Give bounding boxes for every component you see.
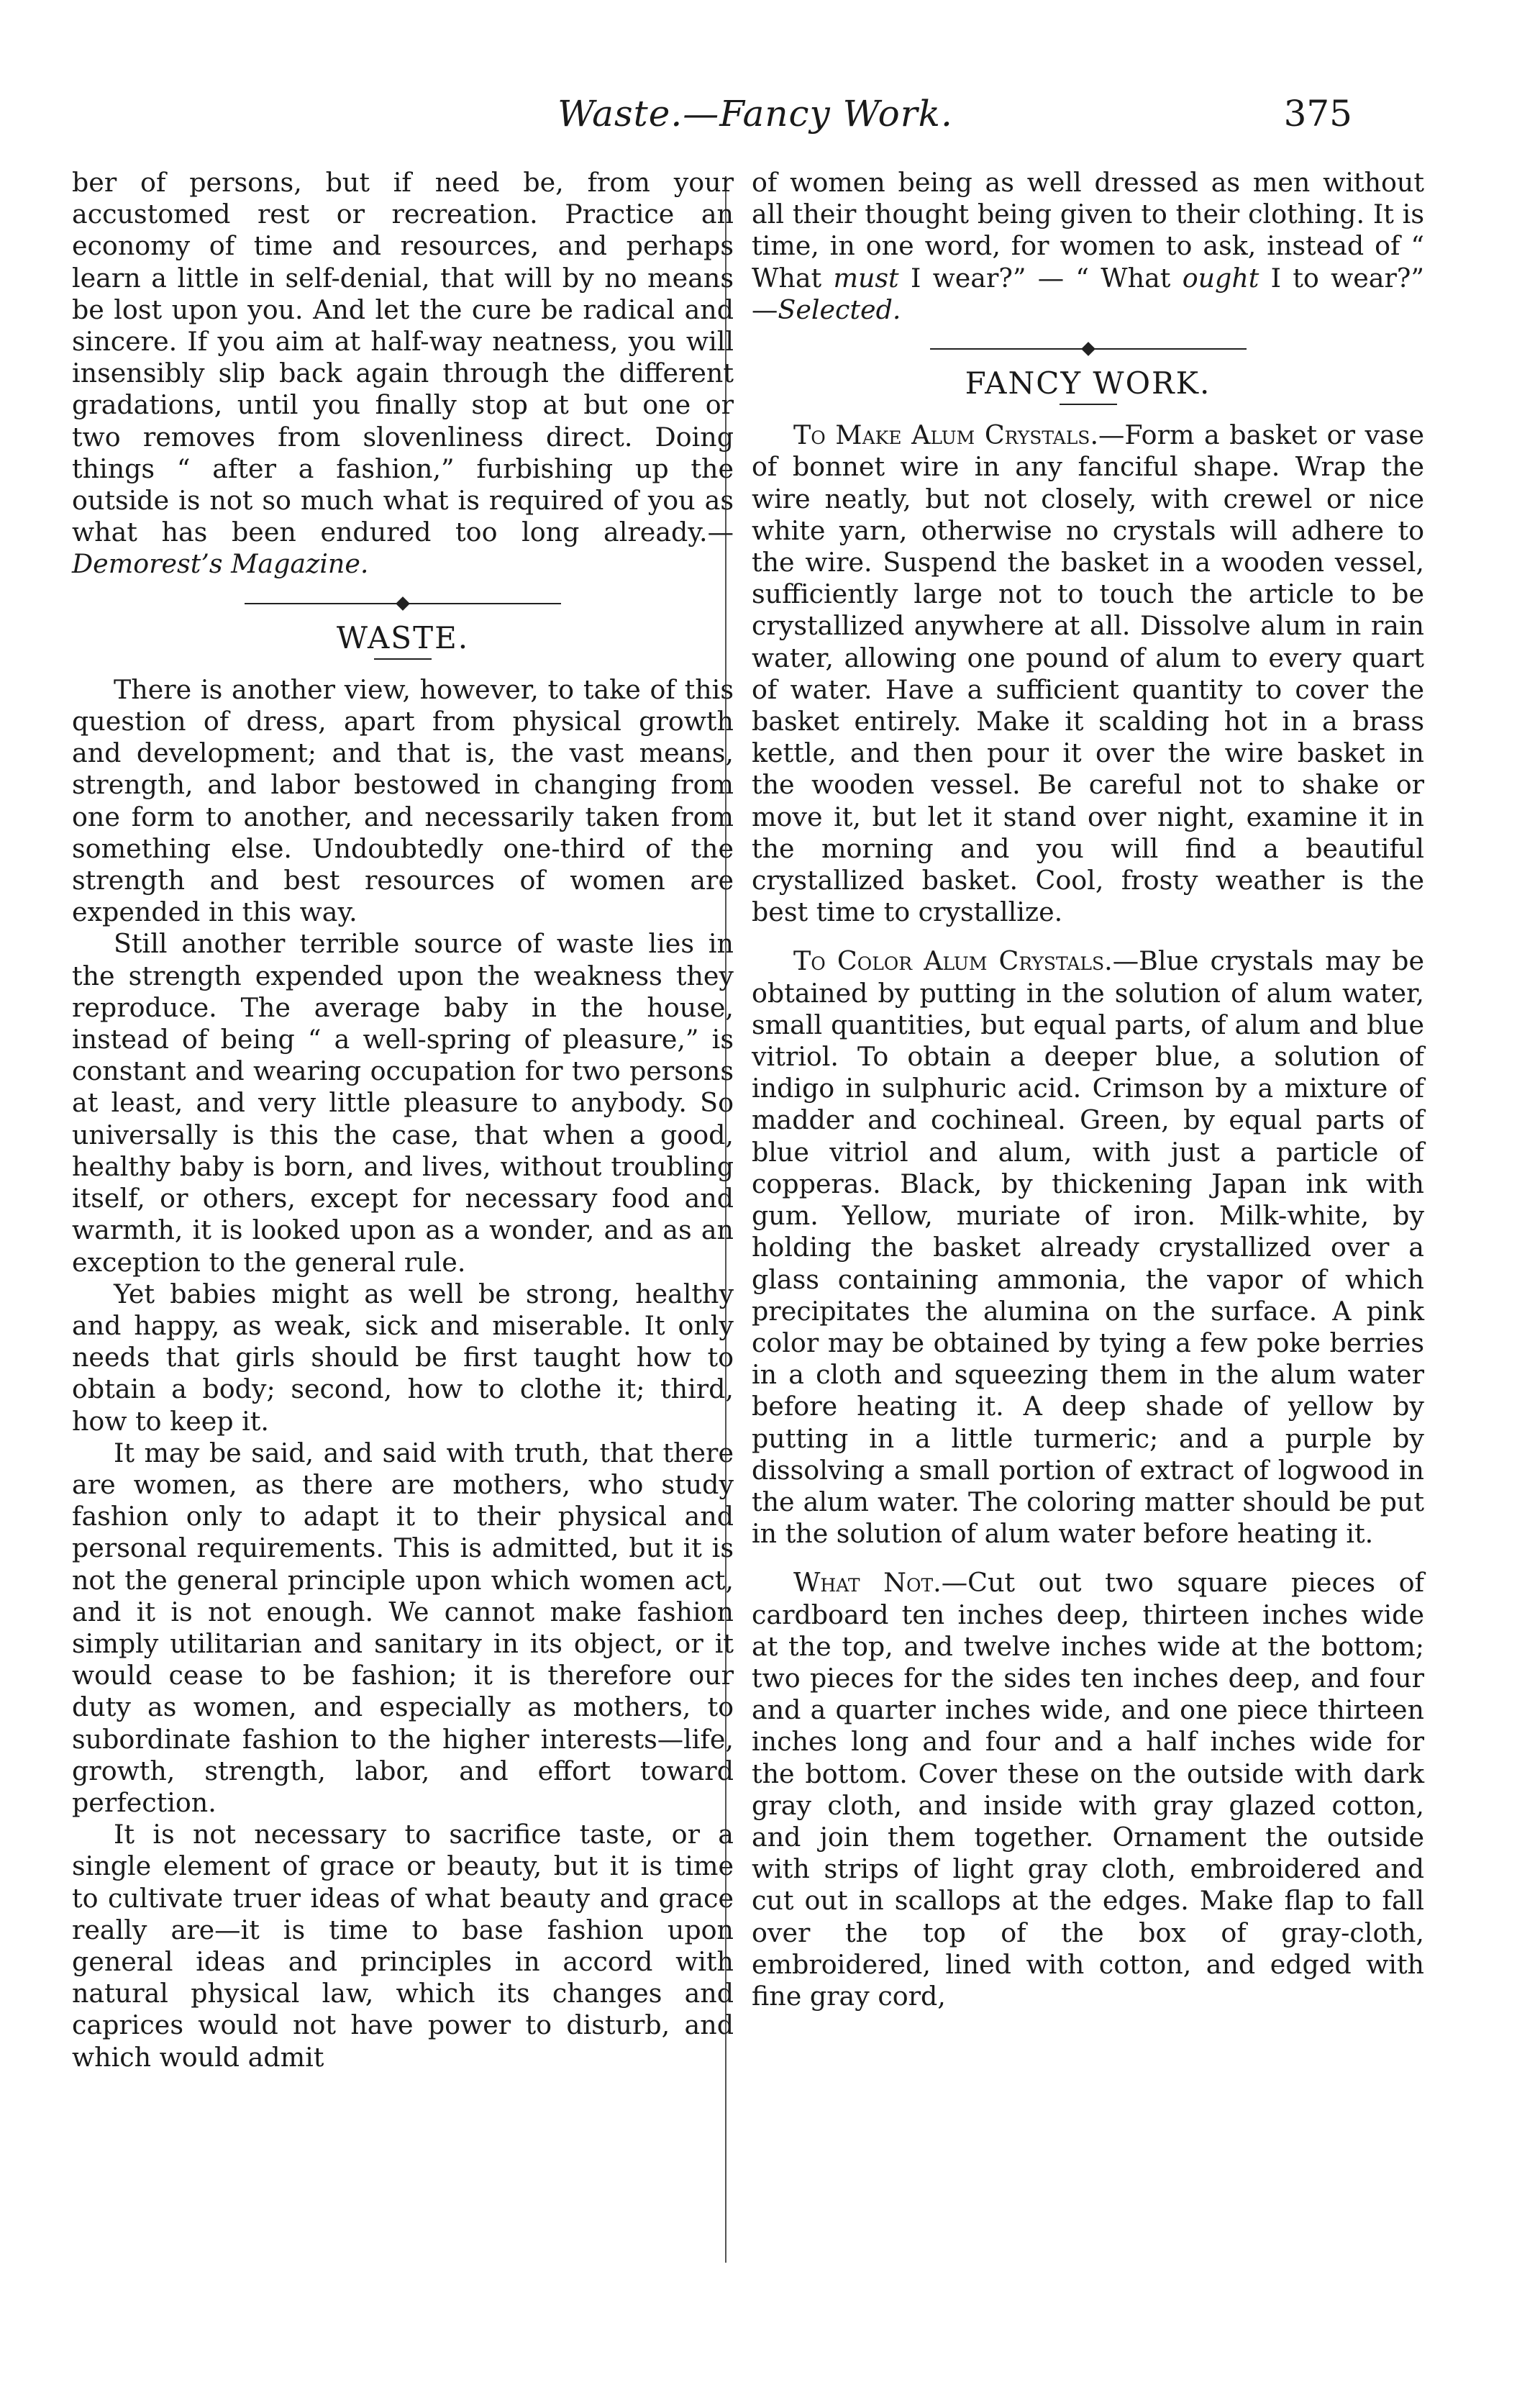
paragraph: Yet babies might as well be strong, healthy and happy, as weak, sick and miserable. It only needs that girls should be first taught how to obtain a body; second, how to clothe it; third, how to keep it.	[72, 1278, 734, 1437]
left-column	[72, 167, 734, 2073]
continuation-source: Selected.	[778, 294, 901, 325]
article-alum-crystals	[752, 419, 1424, 928]
diamond-ornament-icon	[396, 596, 410, 611]
section-heading-fancy-work: FANCY WORK.	[965, 365, 1211, 401]
running-head	[0, 83, 1517, 140]
heading-rule	[1060, 404, 1117, 405]
article-what-not	[752, 1567, 1424, 2012]
article-text: —Form a basket or vase of bonnet wire in any fanciful shape. Wrap the wire neatly, but not closely, with crewel or nice white yarn, otherwise no crystals will adhere to the wire. Suspend the basket in a wooden vessel, sufficiently large not to touch the article to be crystallized anywhere at all. Dissolve alum in rain water, allowing one pound of alum to every quart of water. Have a sufficient quantity to cover the basket entirely. Make it scalding hot in a brass kettle, and then pour it over the wire basket in the wooden vessel. Be careful not to shake or move it, but let it stand over night, examine it in the morning and you will find a beautiful crystallized basket. Cool, frosty weather is the best time to crystallize.	[752, 419, 1424, 928]
paragraph: There is another view, however, to take of this question of dress, apart from physical growth and development; and that is, the vast means, strength, and labor bestowed in changing from one form to another, and necessarily taken from something else. Undoubtedly one-third of the strength and best resources of women are expended in this way.	[72, 673, 734, 928]
paragraph: It may be said, and said with truth, that there are women, as there are mothers, who study fashion only to adapt it to their physical and personal requirements. This is admitted, but it is not the general principle upon which women act, and it is not enough. We cannot make fashion simply utilitarian and sanitary in its object, or it would cease to be fashion; it is therefore our duty as women, and especially as mothers, to subordinate fashion to the higher interests—life, growth, strength, labor, and effort toward perfection.	[72, 1437, 734, 1818]
section-divider-ornament	[930, 340, 1247, 358]
article-color-alum-crystals	[752, 945, 1424, 1550]
continuation-source: Demorest’s Magazine.	[72, 548, 369, 580]
diamond-ornament-icon	[1081, 342, 1095, 356]
paragraph: It is not necessary to sacrifice taste, or a single element of grace or beauty, but it is time to cultivate truer ideas of what beauty and grace really are—it is time to base fashion upon general ideas and principles in accord with natural physical law, which its changes and caprices would not have power to disturb, and which would admit	[72, 1819, 734, 2073]
section-divider-ornament	[245, 595, 561, 612]
article-text: —Cut out two square pieces of cardboard ten inches deep, thirteen inches wide at the top, and twelve inches wide at the bottom; two pieces for the sides ten inches deep, and four and a quarter inches wide, and one piece thirteen inches long and four and a half inches wide for the bottom. Cover these on the outside with dark gray cloth, and inside with gray glazed cotton, and join them together. Ornament the outside with strips of light gray cloth, embroidered and cut out in scallops at the edges. Make flap to fall over the top of the box of gray-cloth, embroidered, lined with cotton, and edged with fine gray cord,	[752, 1567, 1424, 2012]
right-column	[752, 167, 1424, 2012]
continuation-text: ber of persons, but if need be, from your accustomed rest or recreation. Practice an economy of time and resources, and perhaps learn a little in self-denial, that will by no means be lost upon you. And let the cure be radical and sincere. If you aim at half-way neatness, you will insensibly slip back again through the different gradations, until you finally stop at but one or two removes from slovenliness direct. Doing things “ after a fashion,” furbishing up the outside is not so much what is required of you as what has been endured too long already.—	[72, 167, 734, 548]
continuation-paragraph	[72, 167, 734, 581]
article-text: —Blue crystals may be obtained by putting in the solution of alum water, small quantities, but equal parts, of alum and blue vitriol. To obtain a deeper blue, a solution of indigo in sulphuric acid. Crimson by a mixture of madder and cochineal. Green, by equal parts of blue vitriol and alum, with just a particle of copperas. Black, by thickening Japan ink with gum. Yellow, muriate of iron. Milk-white, by holding the basket already crystallized over a glass containing ammonia, the vapor of which precipitates the alumina on the surface. A pink color may be obtained by tying a few poke berries in a cloth and squeezing them in the alum water before heating it. A deep shade of yellow by putting in a little turmeric; and a purple by dissolving a small portion of extract of logwood in the alum water. The coloring matter should be put in the solution of alum water before heating it.	[752, 945, 1424, 1550]
paragraph: Still another terrible source of waste lies in the strength expended upon the weakness they reproduce. The average baby in the house, instead of being “ a well-spring of pleasure,” is constant and wearing occupation for two persons at least, and very little pleasure to anybody. So universally is this the case, that when a good, healthy baby is born, and lives, without troubling itself, or others, except for necessary food and warmth, it is looked upon as a wonder, and as an exception to the general rule.	[72, 928, 734, 1278]
heading-rule	[374, 658, 432, 660]
continuation-paragraph: of women being as well dressed as men without all their thought being given to their clothing. It is time, in one word, for women to ask, instead of “ What must I wear?” — “ What ought I to wear?” —Selected.	[752, 167, 1424, 325]
page-number: 375	[1283, 93, 1352, 135]
article-title: To Make Alum Crystals.	[793, 419, 1099, 451]
running-title: Waste.—Fancy Work.	[557, 93, 953, 135]
section-heading-waste: WASTE.	[336, 619, 470, 655]
article-title: What Not.	[793, 1567, 942, 1599]
article-title: To Color Alum Crystals.	[793, 945, 1113, 977]
